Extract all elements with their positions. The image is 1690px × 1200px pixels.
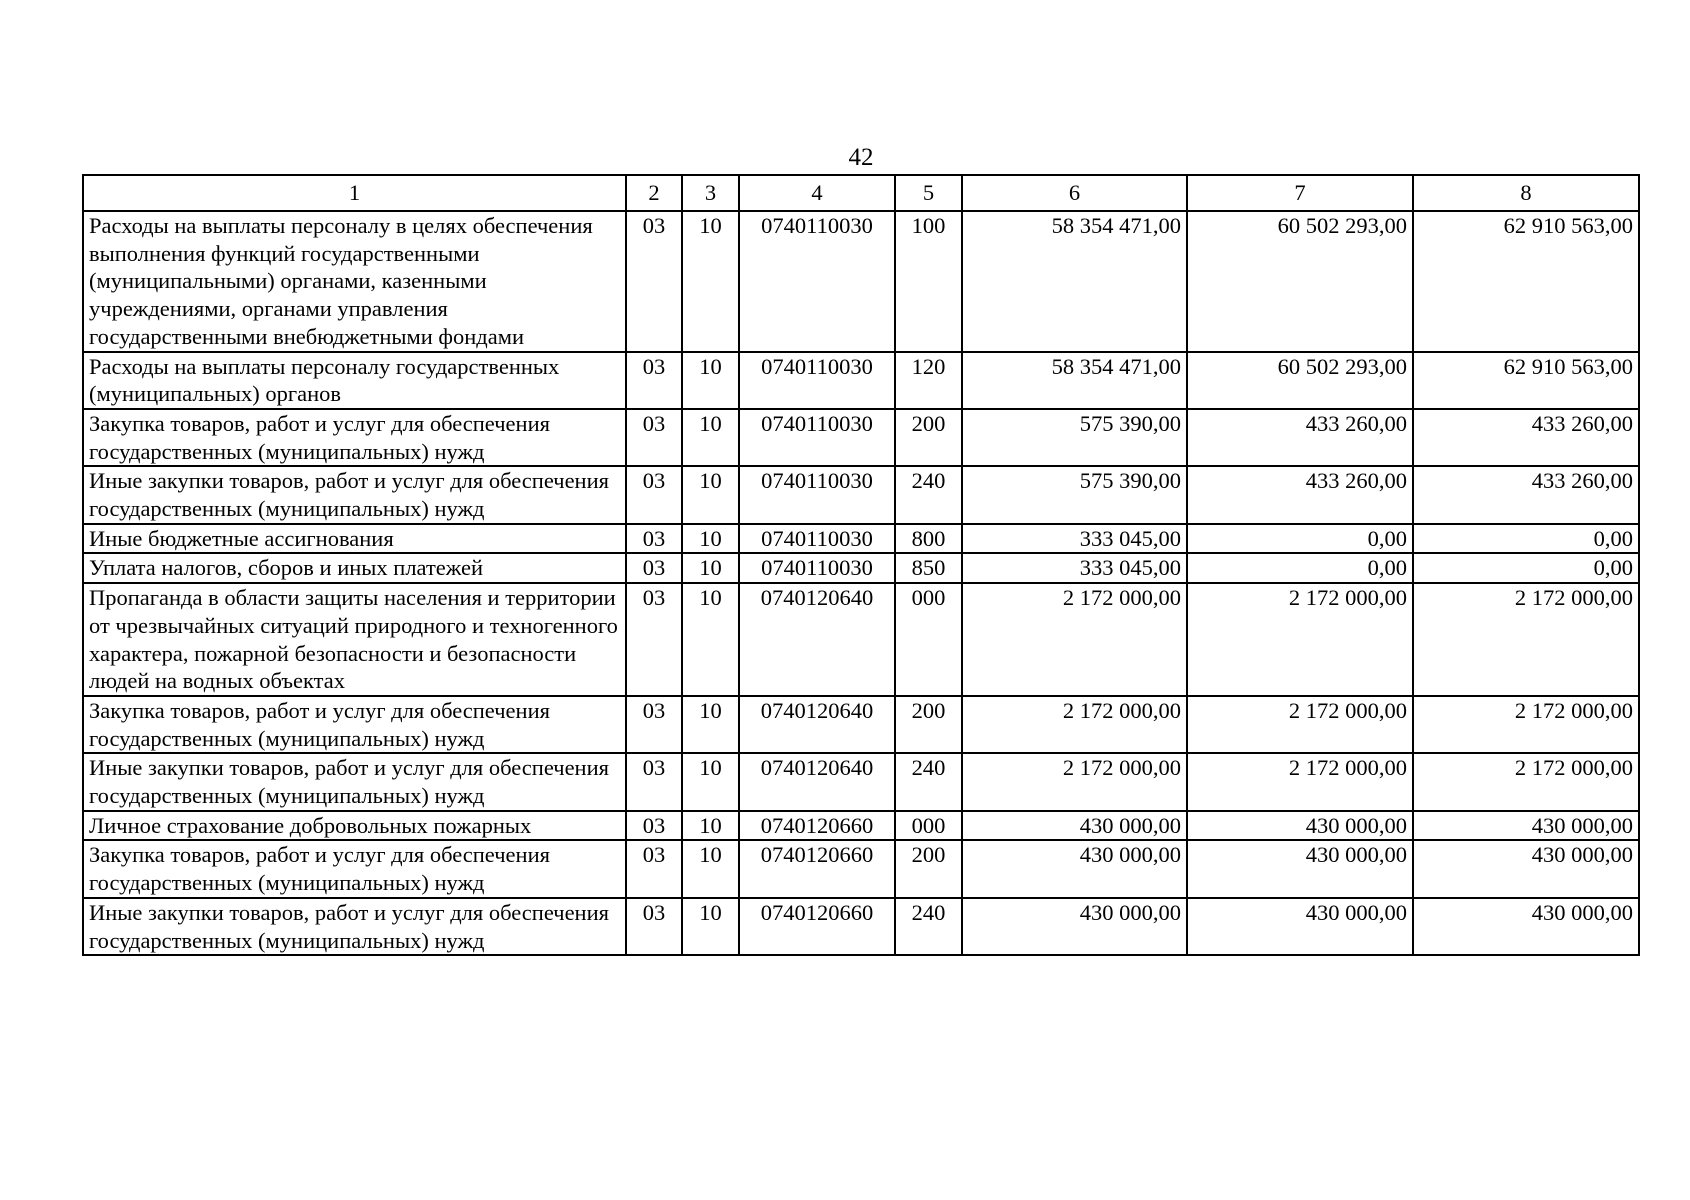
amount-col-7: 430 000,00 bbox=[1187, 811, 1413, 841]
expense-type-code: 850 bbox=[895, 553, 962, 583]
column-header: 1 bbox=[83, 175, 626, 211]
row-description: Иные закупки товаров, работ и услуг для обеспечения государственных (муниципальных) нужд bbox=[83, 753, 626, 810]
section-code: 03 bbox=[626, 583, 682, 696]
column-header: 4 bbox=[739, 175, 895, 211]
row-description: Личное страхование добровольных пожарных bbox=[83, 811, 626, 841]
column-number-row bbox=[83, 175, 1639, 211]
row-description: Расходы на выплаты персоналу в целях обеспечения выполнения функций государственными (муниципальными) органами, казенными учреждениями, органами управления государственными внебюджетными фондами bbox=[83, 211, 626, 352]
amount-col-6: 2 172 000,00 bbox=[962, 583, 1187, 696]
amount-col-8: 2 172 000,00 bbox=[1413, 583, 1639, 696]
target-article-code: 0740120660 bbox=[739, 840, 895, 897]
amount-col-6: 2 172 000,00 bbox=[962, 696, 1187, 753]
table-row bbox=[83, 696, 1639, 753]
column-header: 8 bbox=[1413, 175, 1639, 211]
target-article-code: 0740110030 bbox=[739, 466, 895, 523]
amount-col-8: 62 910 563,00 bbox=[1413, 211, 1639, 352]
target-article-code: 0740120640 bbox=[739, 696, 895, 753]
page-number: 42 bbox=[848, 144, 874, 171]
amount-col-7: 0,00 bbox=[1187, 524, 1413, 554]
expense-type-code: 800 bbox=[895, 524, 962, 554]
expense-type-code: 200 bbox=[895, 409, 962, 466]
row-description: Пропаганда в области защиты населения и территории от чрезвычайных ситуаций природного и техногенного характера, пожарной безопасности и безопасности людей на водных объектах bbox=[83, 583, 626, 696]
expense-type-code: 240 bbox=[895, 466, 962, 523]
amount-col-7: 60 502 293,00 bbox=[1187, 211, 1413, 352]
table-row bbox=[83, 211, 1639, 352]
table-row bbox=[83, 553, 1639, 583]
target-article-code: 0740120640 bbox=[739, 583, 895, 696]
amount-col-7: 430 000,00 bbox=[1187, 840, 1413, 897]
row-description: Закупка товаров, работ и услуг для обеспечения государственных (муниципальных) нужд bbox=[83, 696, 626, 753]
row-description: Закупка товаров, работ и услуг для обеспечения государственных (муниципальных) нужд bbox=[83, 840, 626, 897]
expense-type-code: 100 bbox=[895, 211, 962, 352]
amount-col-6: 333 045,00 bbox=[962, 524, 1187, 554]
target-article-code: 0740120660 bbox=[739, 811, 895, 841]
amount-col-7: 2 172 000,00 bbox=[1187, 583, 1413, 696]
expense-type-code: 000 bbox=[895, 583, 962, 696]
amount-col-7: 2 172 000,00 bbox=[1187, 696, 1413, 753]
table-row bbox=[83, 840, 1639, 897]
amount-col-6: 430 000,00 bbox=[962, 811, 1187, 841]
amount-col-8: 2 172 000,00 bbox=[1413, 696, 1639, 753]
section-code: 03 bbox=[626, 466, 682, 523]
amount-col-6: 430 000,00 bbox=[962, 898, 1187, 955]
table-row bbox=[83, 466, 1639, 523]
row-description: Иные бюджетные ассигнования bbox=[83, 524, 626, 554]
section-code: 03 bbox=[626, 696, 682, 753]
amount-col-8: 0,00 bbox=[1413, 553, 1639, 583]
amount-col-7: 433 260,00 bbox=[1187, 466, 1413, 523]
amount-col-8: 2 172 000,00 bbox=[1413, 753, 1639, 810]
table-row bbox=[83, 753, 1639, 810]
amount-col-6: 58 354 471,00 bbox=[962, 352, 1187, 409]
expense-type-code: 000 bbox=[895, 811, 962, 841]
table-row bbox=[83, 811, 1639, 841]
target-article-code: 0740120640 bbox=[739, 753, 895, 810]
subsection-code: 10 bbox=[682, 898, 739, 955]
subsection-code: 10 bbox=[682, 583, 739, 696]
section-code: 03 bbox=[626, 753, 682, 810]
target-article-code: 0740110030 bbox=[739, 553, 895, 583]
amount-col-6: 575 390,00 bbox=[962, 466, 1187, 523]
table-row bbox=[83, 583, 1639, 696]
amount-col-8: 433 260,00 bbox=[1413, 409, 1639, 466]
subsection-code: 10 bbox=[682, 211, 739, 352]
column-header: 2 bbox=[626, 175, 682, 211]
subsection-code: 10 bbox=[682, 409, 739, 466]
row-description: Иные закупки товаров, работ и услуг для обеспечения государственных (муниципальных) нужд bbox=[83, 466, 626, 523]
amount-col-6: 2 172 000,00 bbox=[962, 753, 1187, 810]
table-row bbox=[83, 409, 1639, 466]
amount-col-7: 60 502 293,00 bbox=[1187, 352, 1413, 409]
expense-type-code: 120 bbox=[895, 352, 962, 409]
amount-col-7: 433 260,00 bbox=[1187, 409, 1413, 466]
section-code: 03 bbox=[626, 898, 682, 955]
expense-type-code: 240 bbox=[895, 753, 962, 810]
amount-col-6: 430 000,00 bbox=[962, 840, 1187, 897]
target-article-code: 0740110030 bbox=[739, 409, 895, 466]
row-description: Иные закупки товаров, работ и услуг для обеспечения государственных (муниципальных) нужд bbox=[83, 898, 626, 955]
target-article-code: 0740110030 bbox=[739, 524, 895, 554]
subsection-code: 10 bbox=[682, 553, 739, 583]
expense-type-code: 200 bbox=[895, 696, 962, 753]
subsection-code: 10 bbox=[682, 352, 739, 409]
table-body bbox=[83, 211, 1639, 955]
amount-col-8: 430 000,00 bbox=[1413, 840, 1639, 897]
subsection-code: 10 bbox=[682, 524, 739, 554]
section-code: 03 bbox=[626, 352, 682, 409]
column-header: 6 bbox=[962, 175, 1187, 211]
amount-col-6: 575 390,00 bbox=[962, 409, 1187, 466]
amount-col-8: 433 260,00 bbox=[1413, 466, 1639, 523]
section-code: 03 bbox=[626, 409, 682, 466]
target-article-code: 0740110030 bbox=[739, 352, 895, 409]
row-description: Уплата налогов, сборов и иных платежей bbox=[83, 553, 626, 583]
amount-col-8: 62 910 563,00 bbox=[1413, 352, 1639, 409]
subsection-code: 10 bbox=[682, 466, 739, 523]
table-row bbox=[83, 352, 1639, 409]
amount-col-8: 430 000,00 bbox=[1413, 811, 1639, 841]
amount-col-7: 430 000,00 bbox=[1187, 898, 1413, 955]
column-header: 5 bbox=[895, 175, 962, 211]
amount-col-6: 58 354 471,00 bbox=[962, 211, 1187, 352]
section-code: 03 bbox=[626, 840, 682, 897]
row-description: Закупка товаров, работ и услуг для обеспечения государственных (муниципальных) нужд bbox=[83, 409, 626, 466]
column-header: 3 bbox=[682, 175, 739, 211]
subsection-code: 10 bbox=[682, 811, 739, 841]
row-description: Расходы на выплаты персоналу государственных (муниципальных) органов bbox=[83, 352, 626, 409]
section-code: 03 bbox=[626, 524, 682, 554]
section-code: 03 bbox=[626, 811, 682, 841]
subsection-code: 10 bbox=[682, 696, 739, 753]
amount-col-7: 2 172 000,00 bbox=[1187, 753, 1413, 810]
target-article-code: 0740110030 bbox=[739, 211, 895, 352]
expense-type-code: 200 bbox=[895, 840, 962, 897]
section-code: 03 bbox=[626, 211, 682, 352]
section-code: 03 bbox=[626, 553, 682, 583]
expense-type-code: 240 bbox=[895, 898, 962, 955]
table-row bbox=[83, 898, 1639, 955]
amount-col-6: 333 045,00 bbox=[962, 553, 1187, 583]
amount-col-8: 0,00 bbox=[1413, 524, 1639, 554]
budget-table bbox=[82, 174, 1640, 956]
target-article-code: 0740120660 bbox=[739, 898, 895, 955]
subsection-code: 10 bbox=[682, 840, 739, 897]
amount-col-7: 0,00 bbox=[1187, 553, 1413, 583]
column-header: 7 bbox=[1187, 175, 1413, 211]
amount-col-8: 430 000,00 bbox=[1413, 898, 1639, 955]
table-row bbox=[83, 524, 1639, 554]
subsection-code: 10 bbox=[682, 753, 739, 810]
